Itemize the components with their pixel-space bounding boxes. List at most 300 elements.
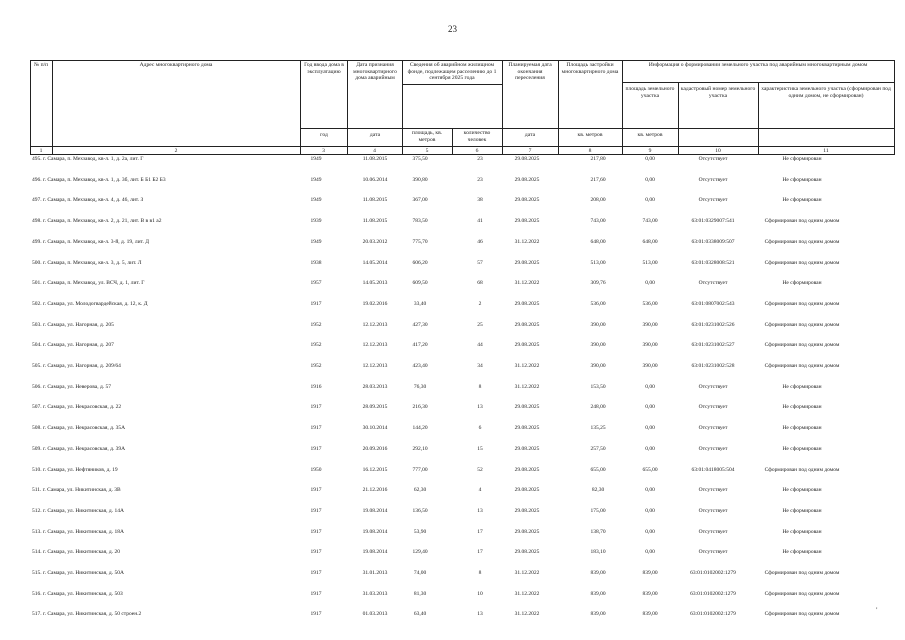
table-row: [30, 280, 894, 292]
area-cell: 423,40: [412, 363, 428, 369]
cadastral-cell: 63:01:0102002:1279: [690, 570, 736, 576]
cadastral-cell: Отсутствует: [698, 176, 728, 183]
land-area-cell: 0,00: [645, 280, 655, 287]
land-area-cell: 648,00: [642, 238, 658, 245]
year-cell: 1952: [310, 321, 322, 328]
year-cell: 1952: [310, 342, 322, 349]
people-cell: 15: [477, 445, 483, 452]
col-line: [622, 60, 623, 155]
floor-area-cell: 153,50: [590, 383, 606, 390]
recognition-date-cell: 20.03.2012: [362, 238, 388, 245]
header-units-top-line: [300, 128, 894, 129]
plan-date-cell: 29.08.2025: [514, 487, 540, 494]
cadastral-cell: Отсутствует: [698, 280, 728, 287]
year-cell: 1949: [310, 156, 322, 162]
address-cell: 503. г. Самара, ул. Нагорная, д. 205: [32, 321, 114, 328]
area-cell: 53,90: [413, 528, 427, 535]
land-status-cell: Не сформирован: [782, 487, 822, 494]
cadastral-cell: Отсутствует: [698, 425, 728, 432]
table-row: [30, 301, 894, 313]
area-cell: 367,00: [412, 197, 428, 204]
area-cell: 136,50: [412, 507, 428, 514]
plan-date-cell: 29.08.2025: [514, 156, 540, 162]
cadastral-cell: Отсутствует: [698, 197, 728, 204]
cadastral-cell: 63:01:0231002:526: [691, 321, 735, 328]
area-cell: 62,30: [413, 487, 427, 494]
land-status-cell: Сформирован под одним домом: [764, 342, 840, 349]
land-area-cell: 0,00: [645, 549, 655, 556]
people-cell: 41: [477, 218, 483, 225]
year-cell: 1917: [310, 300, 322, 307]
area-cell: 81,30: [413, 590, 427, 597]
address-cell: 509. г. Самара, ул. Некрасовская, д. 39А: [32, 445, 126, 452]
area-cell: 216,30: [412, 404, 428, 411]
address-cell: 506. г. Самара, ул. Неверова, д. 57: [32, 383, 112, 390]
people-cell: 44: [477, 342, 483, 349]
col-year-label: Год ввода дома в эксплуатацию: [304, 62, 344, 75]
cadastral-cell: Отсутствует: [698, 549, 728, 556]
plan-date-cell: 29.08.2025: [514, 404, 540, 411]
area-cell: 129,40: [412, 549, 428, 556]
plan-date-cell: 29.08.2025: [514, 197, 540, 204]
floor-area-cell: 208,00: [590, 197, 606, 204]
col-number: 10: [715, 148, 721, 154]
header-fund-sub-line: [402, 84, 502, 85]
table-row: [30, 177, 894, 189]
land-status-cell: Не сформирован: [782, 425, 822, 432]
plan-date-cell: 29.08.2025: [514, 259, 540, 266]
land-status-cell: Сформирован под одним домом: [764, 590, 840, 597]
col-number: 8: [588, 148, 592, 154]
area-cell: 609,50: [412, 280, 428, 287]
plan-date-cell: 29.08.2025: [514, 445, 540, 452]
sub-cadastral-label: кадастровый номер земельного участка: [680, 86, 756, 99]
address-cell: 508. г. Самара, ул. Некрасовская, д. 35А: [32, 425, 126, 432]
col-line: [758, 82, 759, 155]
recognition-date-cell: 19.08.2014: [362, 549, 388, 556]
land-area-cell: 390,00: [642, 342, 658, 349]
land-area-cell: 0,00: [645, 445, 655, 452]
people-cell: 34: [477, 363, 483, 369]
year-cell: 1949: [310, 176, 322, 183]
plan-date-cell: 31.12.2022: [514, 611, 540, 618]
col-number: 7: [528, 148, 532, 154]
table-row: [30, 218, 894, 230]
table-row: [30, 342, 894, 354]
year-cell: 1917: [310, 528, 322, 535]
address-cell: 498. г. Самара, п. Мехзавод, кв-л. 2, д. 21, лит. В в в1 а2: [32, 218, 162, 225]
recognition-date-cell: 30.10.2014: [362, 425, 388, 432]
area-cell: 144,20: [412, 425, 428, 432]
col-fund-label: Сведения об аварийном жилищном фонде, подлежащем расселению до 1 сентября 2025 года: [407, 62, 497, 82]
col-line: [30, 60, 31, 155]
land-status-cell: Не сформирован: [782, 507, 822, 514]
land-status-cell: Сформирован под одним домом: [764, 466, 840, 473]
col-plan-label: Планируемая дата окончания переселения: [508, 62, 552, 82]
table-header: [30, 60, 894, 155]
year-cell: 1917: [310, 425, 322, 432]
recognition-date-cell: 19.08.2014: [362, 507, 388, 514]
people-cell: 57: [477, 259, 483, 266]
recognition-date-cell: 11.08.2015: [362, 218, 388, 225]
people-cell: 13: [477, 611, 483, 618]
col-number: 6: [475, 148, 479, 154]
recognition-date-cell: 11.08.2015: [362, 156, 388, 162]
year-cell: 1950: [310, 466, 322, 473]
area-cell: 417,20: [412, 342, 428, 349]
header-top-line: [30, 60, 894, 61]
year-cell: 1917: [310, 611, 322, 618]
table-row: [30, 549, 894, 561]
people-cell: 17: [477, 528, 483, 535]
recognition-date-cell: 28.03.2013: [362, 383, 388, 390]
land-area-cell: 0,00: [645, 156, 655, 162]
area-cell: 775,70: [412, 238, 428, 245]
year-cell: 1917: [310, 570, 322, 576]
table-row: [30, 591, 894, 603]
cadastral-cell: Отсутствует: [698, 156, 728, 162]
plan-date-cell: 31.12.2022: [514, 238, 540, 245]
year-cell: 1917: [310, 549, 322, 556]
floor-area-cell: 513,00: [590, 259, 606, 266]
cadastral-cell: 63:01:0807002:543: [691, 300, 735, 307]
floor-area-cell: 135,25: [590, 425, 606, 432]
area-cell: 76,30: [413, 383, 427, 390]
floor-area-cell: 309,76: [590, 280, 606, 287]
land-status-cell: Сформирован под одним домом: [764, 300, 840, 307]
land-area-cell: 839,00: [642, 590, 658, 597]
land-status-cell: Не сформирован: [782, 197, 822, 204]
table-row: [30, 570, 894, 582]
plan-date-cell: 29.08.2025: [514, 549, 540, 556]
table-row: [30, 260, 894, 272]
area-cell: 783,50: [412, 218, 428, 225]
col-line: [678, 82, 679, 155]
recognition-date-cell: 14.05.2014: [362, 259, 388, 266]
people-cell: 68: [477, 280, 483, 287]
unit-year: год: [320, 132, 328, 138]
recognition-date-cell: 19.02.2016: [362, 300, 388, 307]
area-cell: 33,40: [413, 300, 427, 307]
recognition-date-cell: 31.01.2013: [362, 570, 388, 576]
people-cell: 23: [477, 156, 483, 162]
table-row: [30, 446, 894, 458]
recognition-date-cell: 10.06.2014: [362, 176, 388, 183]
floor-area-cell: 839,00: [590, 570, 606, 576]
col-number: 1: [39, 148, 43, 154]
land-status-cell: Сформирован под одним домом: [764, 611, 840, 618]
area-cell: 375,50: [412, 156, 428, 162]
address-cell: 511. г. Самара, ул. Никитинская, д. 3В: [32, 487, 121, 494]
address-cell: 512. г. Самара, ул. Никитинская, д. 14А: [32, 507, 124, 514]
plan-date-cell: 29.08.2025: [514, 300, 540, 307]
address-cell: 497. г. Самара, п. Мехзавод, кв-л. 4, д. 46, лит. З: [32, 197, 144, 204]
land-status-cell: Сформирован под одним домом: [764, 363, 840, 369]
recognition-date-cell: 12.12.2013: [362, 321, 388, 328]
cadastral-cell: Отсутствует: [698, 404, 728, 411]
floor-area-cell: 648,00: [590, 238, 606, 245]
land-status-cell: Не сформирован: [782, 156, 822, 162]
year-cell: 1917: [310, 404, 322, 411]
address-cell: 507. г. Самара, ул. Некрасовская, д. 22: [32, 404, 122, 411]
year-cell: 1917: [310, 445, 322, 452]
cadastral-cell: 63:01:0328008:521: [691, 259, 735, 266]
plan-date-cell: 31.12.2022: [514, 383, 540, 390]
sub-char-label: характеристика земельного участка (сформирован под одним домом, не сформирован): [761, 86, 891, 99]
col-landinfo-label: Информация о формировании земельного участка под аварийным многоквартирным домом: [648, 62, 868, 68]
sub-land-area-label: площадь земельного участка: [625, 86, 675, 99]
address-cell: 495. г. Самара, п. Мехзавод, кв-л. 1, д. 2а, лит. Г: [32, 156, 144, 162]
land-area-cell: 0,00: [645, 176, 655, 183]
land-area-cell: 390,00: [642, 363, 658, 369]
area-cell: 292,10: [412, 445, 428, 452]
address-cell: 501. г. Самара, п. Мехзавод, ул. ВСЧ, д. 1, лит. Г: [32, 280, 145, 287]
land-area-cell: 0,00: [645, 425, 655, 432]
land-area-cell: 0,00: [645, 487, 655, 494]
table-row: [30, 239, 894, 251]
col-line: [502, 60, 503, 155]
page-number: 23: [448, 24, 457, 34]
area-cell: 74,00: [413, 570, 427, 576]
year-cell: 1949: [310, 238, 322, 245]
table-row: [30, 529, 894, 541]
people-cell: 46: [477, 238, 483, 245]
people-cell: 8: [478, 383, 482, 390]
area-cell: 63,40: [413, 611, 427, 618]
area-cell: 427,30: [412, 321, 428, 328]
land-area-cell: 0,00: [645, 404, 655, 411]
floor-area-cell: 839,00: [590, 590, 606, 597]
people-cell: 6: [478, 425, 482, 432]
cadastral-cell: 63:01:0231002:527: [691, 342, 735, 349]
land-status-cell: Сформирован под одним домом: [764, 570, 840, 576]
year-cell: 1917: [310, 507, 322, 514]
recognition-date-cell: 19.08.2014: [362, 528, 388, 535]
unit-date: дата: [369, 132, 381, 138]
floor-area-cell: 138,70: [590, 528, 606, 535]
floor-area-cell: 390,00: [590, 363, 606, 369]
table-row: [30, 156, 894, 168]
plan-date-cell: 29.08.2025: [514, 466, 540, 473]
people-cell: 13: [477, 507, 483, 514]
plan-date-cell: 29.08.2025: [514, 507, 540, 514]
plan-date-cell: 29.08.2025: [514, 176, 540, 183]
land-status-cell: Не сформирован: [782, 445, 822, 452]
year-cell: 1917: [310, 487, 322, 494]
area-cell: 606,20: [412, 259, 428, 266]
plan-date-cell: 29.08.2025: [514, 321, 540, 328]
recognition-date-cell: 12.12.2013: [362, 342, 388, 349]
floor-area-cell: 390,00: [590, 342, 606, 349]
year-cell: 1957: [310, 280, 322, 287]
land-area-cell: 839,00: [642, 570, 658, 576]
land-area-cell: 655,00: [642, 466, 658, 473]
table-row: [30, 197, 894, 209]
people-cell: 17: [477, 549, 483, 556]
area-cell: 390,80: [412, 176, 428, 183]
cadastral-cell: Отсутствует: [698, 445, 728, 452]
people-cell: 10: [477, 590, 483, 597]
col-line: [402, 60, 403, 155]
table-row: [30, 384, 894, 396]
plan-date-cell: 29.08.2025: [514, 342, 540, 349]
recognition-date-cell: 16.12.2015: [362, 466, 388, 473]
people-cell: 25: [477, 321, 483, 328]
recognition-date-cell: 12.12.2013: [362, 363, 388, 369]
land-area-cell: 0,00: [645, 197, 655, 204]
col-line: [894, 60, 895, 155]
plan-date-cell: 31.12.2022: [514, 590, 540, 597]
cadastral-cell: 63:01:0418005:504: [691, 466, 735, 473]
land-status-cell: Сформирован под одним домом: [764, 238, 840, 245]
land-status-cell: Сформирован под одним домом: [764, 218, 840, 225]
unit-people: количество человек: [463, 130, 491, 143]
land-status-cell: Не сформирован: [782, 528, 822, 535]
table-row: [30, 425, 894, 437]
year-cell: 1917: [310, 590, 322, 597]
col-number: 3: [322, 148, 325, 154]
address-cell: 516. г. Самара, ул. Никитинская, д. 50З: [32, 590, 123, 597]
table-row: [30, 467, 894, 479]
cadastral-cell: 63:01:0102002:1279: [690, 590, 736, 597]
plan-date-cell: 29.08.2025: [514, 528, 540, 535]
recognition-date-cell: 20.09.2016: [362, 445, 388, 452]
recognition-date-cell: 28.09.2015: [362, 404, 388, 411]
cadastral-cell: Отсутствует: [698, 383, 728, 390]
floor-area-cell: 217,60: [590, 176, 606, 183]
people-cell: 52: [477, 466, 483, 473]
year-cell: 1949: [310, 197, 322, 204]
plan-date-cell: 31.12.2022: [514, 570, 540, 576]
area-cell: 777,00: [412, 466, 428, 473]
people-cell: 13: [477, 404, 483, 411]
people-cell: 23: [477, 176, 483, 183]
address-cell: 499. г. Самара, п. Мехзавод, кв-л. 3-й, д. 19, лит. Д: [32, 238, 150, 245]
floor-area-cell: 839,00: [590, 611, 606, 618]
plan-date-cell: 29.08.2025: [514, 425, 540, 432]
col-recog-label: Дата признания многоквартирного дома аварийным: [353, 62, 397, 82]
land-area-cell: 0,00: [645, 528, 655, 535]
col-number: 5: [425, 148, 429, 154]
address-cell: 505. г. Самара, ул. Нагорная, д. 209/64: [32, 363, 121, 369]
cadastral-cell: Отсутствует: [698, 528, 728, 535]
cadastral-cell: 63:01:0231002:528: [691, 363, 735, 369]
floor-area-cell: 655,00: [590, 466, 606, 473]
cadastral-cell: Отсутствует: [698, 487, 728, 494]
year-cell: 1939: [310, 218, 322, 225]
recognition-date-cell: 11.08.2015: [362, 197, 388, 204]
land-status-cell: Не сформирован: [782, 383, 822, 390]
land-status-cell: Сформирован под одним домом: [764, 321, 840, 328]
table-row: [30, 322, 894, 334]
land-status-cell: Сформирован под одним домом: [764, 259, 840, 266]
table-row: [30, 404, 894, 416]
col-number: 11: [823, 148, 829, 154]
land-area-cell: 839,00: [642, 611, 658, 618]
cadastral-cell: 63:01:0102002:1279: [690, 611, 736, 618]
floor-area-cell: 217,80: [590, 156, 606, 162]
col-number: 2: [174, 148, 178, 154]
recognition-date-cell: 14.05.2013: [362, 280, 388, 287]
recognition-date-cell: 21.12.2016: [362, 487, 388, 494]
col-number: 4: [373, 148, 376, 154]
address-cell: 502. г. Самара, ул. Молодогвардейская, д. 12, к. Д: [32, 300, 148, 307]
year-cell: 1938: [310, 259, 322, 266]
col-line: [300, 60, 301, 155]
table-row: [30, 487, 894, 499]
table-row: [30, 508, 894, 520]
land-area-cell: 513,00: [642, 259, 658, 266]
land-area-cell: 390,00: [642, 321, 658, 328]
address-cell: 514. г. Самара, ул. Никитинская, д. 20: [32, 549, 120, 556]
land-area-cell: 536,00: [642, 300, 658, 307]
floor-area-cell: 248,00: [590, 404, 606, 411]
people-cell: 8: [478, 570, 482, 576]
table-row: [30, 363, 894, 375]
address-cell: 500. г. Самара, п. Мехзавод, кв-л. 3, д. 5, лит. Л: [32, 259, 142, 266]
unit-land: кв. метров: [637, 132, 663, 138]
people-cell: 4: [478, 487, 482, 494]
floor-area-cell: 536,00: [590, 300, 606, 307]
floor-area-cell: 390,00: [590, 321, 606, 328]
land-area-cell: 0,00: [645, 507, 655, 514]
address-cell: 510. г. Самара, ул. Нефтяников, д. 19: [32, 466, 118, 473]
margin-mark: ,: [876, 604, 878, 610]
col-line: [558, 60, 559, 155]
floor-area-cell: 743,00: [590, 218, 606, 225]
land-area-cell: 743,00: [642, 218, 658, 225]
header-bottom-line: [30, 154, 894, 155]
people-cell: 2: [478, 300, 482, 307]
plan-date-cell: 31.12.2022: [514, 280, 540, 287]
unit-area: площадь, кв. метров: [411, 130, 443, 143]
people-cell: 38: [477, 197, 483, 204]
header-units-line: [30, 146, 894, 147]
cadastral-cell: Отсутствует: [698, 507, 728, 514]
address-cell: 513. г. Самара, ул. Никитинская, д. 18А: [32, 528, 124, 535]
floor-area-cell: 257,50: [590, 445, 606, 452]
table-row: [30, 611, 894, 623]
recognition-date-cell: 01.03.2013: [362, 611, 388, 618]
address-cell: 504. г. Самара, ул. Нагорная, д. 207: [32, 342, 114, 349]
land-status-cell: Не сформирован: [782, 404, 822, 411]
cadastral-cell: 63:01:0338009:507: [691, 238, 735, 245]
year-cell: 1916: [310, 383, 322, 390]
floor-area-cell: 82,30: [591, 487, 605, 494]
col-line: [52, 60, 53, 155]
col-address-label: Адрес многоквартирного дома: [139, 62, 213, 68]
col-number: 9: [648, 148, 652, 154]
address-cell: 496. г. Самара, п. Мехзавод, кв-л. 1, д. 3б, лит. Б Б1 Б2 Б3: [32, 176, 166, 183]
plan-date-cell: 29.08.2025: [514, 218, 540, 225]
address-cell: 517. г. Самара, ул. Никитинская, д. 50 строен.2: [32, 611, 142, 618]
land-status-cell: Не сформирован: [782, 176, 822, 183]
address-cell: 515. г. Самара, ул. Никитинская, д. 50А: [32, 570, 124, 576]
floor-area-cell: 175,00: [590, 507, 606, 514]
floor-area-cell: 183,10: [590, 549, 606, 556]
unit-floor: кв. метров: [577, 132, 603, 138]
land-status-cell: Не сформирован: [782, 549, 822, 556]
cadastral-cell: 63:01:0329007:541: [691, 218, 735, 225]
col-floor-label: Площадь застройки многоквартирного дома: [561, 62, 619, 75]
recognition-date-cell: 31.03.2013: [362, 590, 388, 597]
year-cell: 1952: [310, 363, 322, 369]
land-status-cell: Не сформирован: [782, 280, 822, 287]
unit-plan: дата: [524, 132, 536, 138]
col-no-label: № п/п: [33, 62, 49, 68]
land-area-cell: 0,00: [645, 383, 655, 390]
plan-date-cell: 31.12.2022: [514, 363, 540, 369]
